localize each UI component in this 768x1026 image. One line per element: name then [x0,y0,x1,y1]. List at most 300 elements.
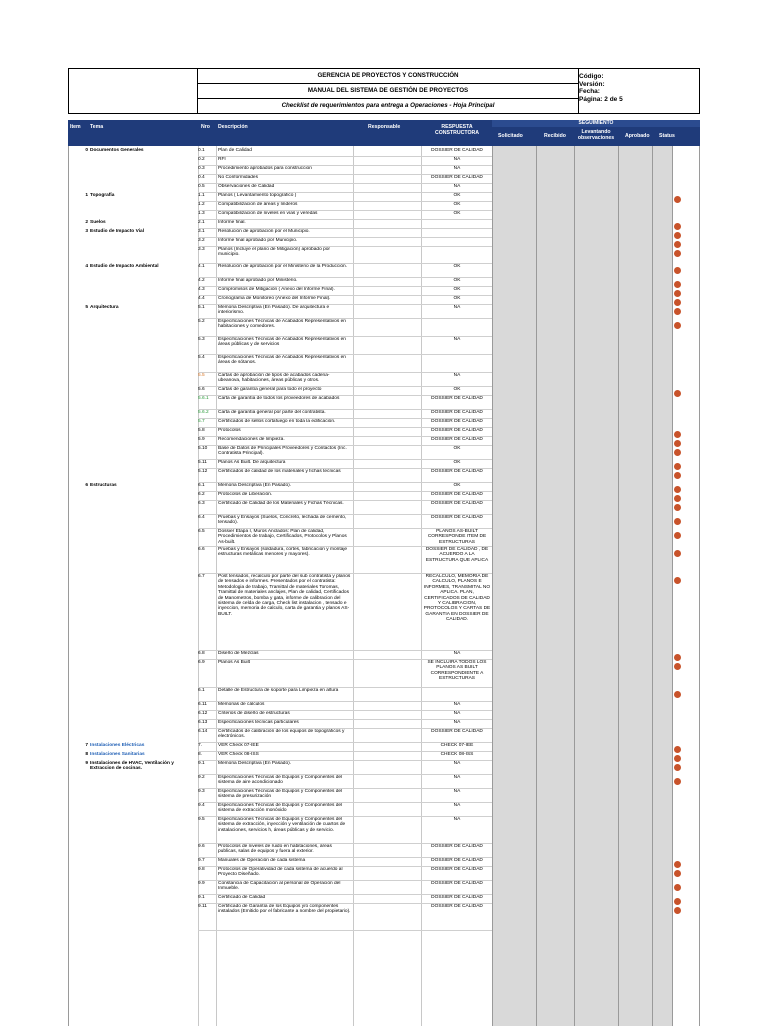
row-divider [198,894,492,895]
row-divider [198,760,492,761]
status-dot [674,322,681,329]
row-divider [198,514,492,515]
row-item-number: 2 [85,220,88,225]
row-nro: 6.8 [198,651,205,656]
row-respuesta: OK [453,483,461,488]
col-status: Status [659,133,675,139]
row-divider [198,427,492,428]
row-divider [198,903,492,904]
row-description: Cartas de aprobación de tipos de acabados cadena- ubeanova, habitaciones, áreas públicas y otros. [218,373,330,384]
table-row [68,355,700,373]
row-respuesta: DOSSIER DE CALIDAD [431,729,483,734]
row-respuesta: NA [453,166,461,171]
row-divider [198,219,492,220]
row-nro: 4.2 [198,278,205,283]
document-header [68,68,700,114]
row-divider [198,491,492,492]
row-respuesta: OK [453,278,461,283]
row-divider [198,866,492,867]
row-divider [198,336,492,337]
row-divider [198,719,492,720]
row-divider [198,468,492,469]
status-dot [674,663,681,670]
row-description: Procedimiento aprobados para construccion [218,166,312,171]
row-description: Planos ( Levantamiento topografico ) [218,193,297,198]
row-nro: 0.5 [198,184,205,189]
row-description: Protocolos de Liberación. [218,492,273,497]
pagina-label: Página: 2 de 5 [579,95,623,103]
row-respuesta: NA [453,157,461,162]
row-respuesta: DOSSIER DE CALIDAD [431,396,483,401]
row-description: Especificaciones Técnicas de Equipos y Componentes del sistema de aire acondicionado [218,775,343,786]
header-title-3: Checklist de requerimientos para entrega a Operaciones - Hoja Principal [281,102,495,109]
row-divider [198,742,492,743]
row-respuesta: NA [453,373,461,378]
row-tema: Estudio de Impacto Ambiental [90,264,159,269]
table-row [68,844,700,858]
row-divider [198,372,492,373]
row-nro: 6.4 [198,515,205,520]
table-row [68,247,700,264]
table-row [68,881,700,895]
row-description: Especificaciones Técnicas de Equipos y Componentes del sistema de extracción monóxido [218,803,343,814]
row-divider [198,788,492,789]
row-respuesta: CHECK 07-IEE [440,743,474,748]
row-nro: 4.3 [198,287,205,292]
status-dot [674,250,681,257]
row-respuesta: NA [453,720,461,725]
row-description: Dossier Etapa I, Muros Anclados: Plan de calidad, Procedimientos de trabajo, Certificados, Protocolos y Planos As-built. [218,529,347,545]
row-description: Informe final aprobado por Municipio. [218,238,298,243]
row-nro: 5.9 [198,437,205,442]
table-row [68,904,700,931]
row-divider [198,857,492,858]
row-divider [198,728,492,729]
row-description: Protocolos de niveles de ruido en habitaciones, áreas publicas, salas de equipos y fuera al exterior. [218,844,332,855]
col-responsable: Responsable [368,124,401,130]
status-dot [674,691,681,698]
row-divider [198,500,492,501]
row-nro: 6.11 [198,702,207,707]
row-nro: 9.8 [198,867,205,872]
row-nro: 3.3 [198,247,205,252]
status-dot [674,518,681,525]
row-tema: Instalaciones Sanitarias [90,752,145,757]
row-respuesta: OK [453,264,461,269]
status-dot [674,472,681,479]
row-respuesta: DOSSIER DE CALIDAD [431,501,483,506]
row-description: No Conformidades [218,175,258,180]
row-description: Resolución de aprobación por el Municipio. [218,229,310,234]
row-nro: 3.1 [198,229,205,234]
row-respuesta: DOSSIER DE CALIDAD [431,419,483,424]
row-respuesta: NA [453,651,461,656]
row-nro: 1.3 [198,211,205,216]
fecha-label: Fecha: [579,88,600,95]
status-dot [674,267,681,274]
row-description: Protocolos [218,428,241,433]
row-divider [198,816,492,817]
row-nro: 9.1 [198,895,205,900]
row-nro: 9.1 [198,761,205,766]
row-nro: 5.1 [198,305,205,310]
row-item-number: 8 [85,752,88,757]
row-divider [198,650,492,651]
row-nro: 5.6.2 [198,410,209,415]
row-nro: 6.1 [198,688,205,693]
row-description: Observaciones de Calidad [218,184,275,189]
row-nro: 5.10 [198,446,208,451]
table-row [68,660,700,688]
row-divider [198,409,492,410]
row-respuesta: NA [453,711,461,716]
row-description: Memoria Descriptiva (En Pasado). [218,483,292,488]
row-nro: 5.6.1 [198,396,209,401]
row-description: Especificaciones técnicas particulares [218,720,299,725]
row-nro: 4.1 [198,264,205,269]
row-respuesta: OK [453,446,461,451]
row-nro: 0.1 [198,148,205,153]
row-item-number: 1 [85,193,88,198]
table-row [68,529,700,547]
row-item-number: 4 [85,264,88,269]
row-tema: Topografía [90,193,115,198]
status-dot [674,884,681,891]
row-description: Planos As Built [218,660,250,665]
table-row [68,469,700,483]
status-dot [674,870,681,877]
row-divider [198,318,492,319]
row-description: VER Check 08-ISS [218,752,259,757]
row-description: Protocolos de Operatividad de cada sistema de acuerdo al Proyecto Diseñado. [218,867,343,878]
header-title-2: MANUAL DEL SISTEMA DE GESTIÓN DE PROYECTOS [198,84,578,99]
row-description: Cartas de garantía general para todo el proyecto [218,387,322,392]
row-nro: 0.4 [198,175,205,180]
row-nro: 5.4 [198,355,205,360]
row-divider [198,843,492,844]
row-nro: 9.5 [198,817,205,822]
row-divider [198,930,492,931]
table-row [68,789,700,803]
row-nro: 9.7 [198,858,205,863]
row-divider [198,659,492,660]
row-nro: 6.2 [198,492,205,497]
row-divider [198,286,492,287]
row-tema: Documentos Generales [90,148,144,153]
row-respuesta: DOSSIER DE CALIDAD [431,492,483,497]
col-respuesta: RESPUESTA CONSTRUCTORA [435,124,479,136]
row-description: Informe final. [218,220,246,225]
table-row [68,867,700,881]
row-divider [198,395,492,396]
row-nro: 9.9 [198,881,205,886]
table-row [68,803,700,817]
row-item-number: 9 [85,761,88,766]
row-divider [198,774,492,775]
row-description: Informe final aprobado por Ministerio. [218,278,298,283]
row-description: Memoria Descriptiva (En Pasado). De arquitectura e interiorismo. [218,305,330,316]
row-divider [198,277,492,278]
row-divider [198,445,492,446]
row-respuesta: OK [453,193,461,198]
table-row [68,396,700,410]
row-tema: Instalaciones de HVAC, Ventilación y Extraccion de cocinas. [90,761,174,772]
row-respuesta: RECALCULO, MEMORIA DE CALCULO, PLANOS E INFORMES, TRANSMITAL NO APLICA. PLAN, CERTIFICADOS DE CALIDAD Y CALIBRACION, PROTOCOLOS Y CARTAS DE GARANTIA EN DOSSIER DE CALIDAD. [423,574,491,623]
row-respuesta: DOSSIER DE CALIDAD [431,867,483,872]
row-description: Certificados de calibración de los equipos de topográficos y electrónicos. [218,729,345,740]
row-description: Compatibilizacion de niveles en vías y veredas [218,211,318,216]
row-description: Especificaciones Técnicas de Equipos y Componentes del sistema de extracción, inyección y ventilación de cuartos de instalaciones, servicios h, áreas públicas y de servicio. [218,817,346,833]
header-meta [579,73,623,103]
row-description: Compatibilizacion de áreas y linderos [218,202,298,207]
row-description: Certificados de sellos cortafuego en toda la edificación. [218,419,336,424]
status-dot [674,449,681,456]
row-respuesta: DOSSIER DE CALIDAD [431,437,483,442]
row-nro: 9.11 [198,904,207,909]
row-divider [198,156,492,157]
row-nro: 4.4 [198,296,205,301]
row-nro: 1.2 [198,202,205,207]
status-dot [674,778,681,785]
row-respuesta: NA [453,803,461,808]
row-respuesta: DOSSIER DE CALIDAD [431,858,483,863]
row-divider [198,263,492,264]
row-nro: 6.1 [198,483,205,488]
row-divider [198,751,492,752]
row-description: Diseño de Mezclas [218,651,259,656]
row-respuesta: NA [453,184,461,189]
row-tema: Estudio de Impacto Vial [90,229,145,234]
codigo-label: Código: [579,73,604,80]
row-respuesta: DOSSIER DE CALIDAD [431,428,483,433]
table-row [68,729,700,743]
row-respuesta: DOSSIER DE CALIDAD [431,410,483,415]
row-description: Especificaciones Técnicas de Equipos y Componentes del sistema de presurización [218,789,343,800]
row-description: Certificado de Calidad de los Materiales y Fichas Técnicas. [218,501,344,506]
row-respuesta: OK [453,460,461,465]
row-description: Manuales de Operación de cada sistema [218,858,306,863]
row-nro: 6.9 [198,660,205,665]
row-divider [198,228,492,229]
row-respuesta: DOSSIER DE CALIDAD , DE ACUERDO A LA ESTRUCTURA QUE APLICA [425,547,489,563]
row-nro: 9.2 [198,775,205,780]
table-row [68,688,700,702]
row-divider [198,687,492,688]
status-dot [674,532,681,539]
col-aprobado: Aprobado [625,133,650,139]
row-nro: 5.7 [198,419,205,424]
col-solicitado: Solicitado [498,133,523,139]
row-divider [198,386,492,387]
row-divider [198,880,492,881]
row-divider [198,183,492,184]
row-item-number: 0 [85,148,88,153]
row-item-number: 5 [85,305,88,310]
row-respuesta: OK [453,387,461,392]
row-description: Compromisos de Mitigación ( Anexo del Informe Final). [218,287,335,292]
row-divider [198,701,492,702]
col-nro: Nro [201,124,210,130]
row-respuesta: SE INCLUIRA TODOS LOS PLANOS AS BUILT CORRESPONDIENTE A ESTRUCTURAS [427,660,487,682]
col-item: Item [70,124,81,130]
col-descripcion: Descripción [218,124,248,130]
row-description: Certificado de Garantía de los Equipos y/o componentes instalados (Emitido por el fabricante a nombre del propietario). [218,904,351,915]
row-respuesta: DOSSIER DE CALIDAD [431,895,483,900]
row-tema: Arquitectura [90,305,119,310]
row-tema: Instalaciones Eléctricas [90,743,145,748]
row-respuesta: DOSSIER DE CALIDAD [431,469,483,474]
version-label: Versión: [579,80,605,88]
row-nro: 5.5 [198,373,205,378]
row-description: Memorias de cálculos [218,702,265,707]
row-description: Detalle de Estructura de soporte para Limpieza en altura [218,688,339,693]
table-row [68,319,700,337]
row-description: Base de Datos de Principales Proveedores y Contactos (Inc. Contratista Principal). [218,446,347,457]
row-respuesta: NA [453,305,461,310]
col-tema: Tema [90,124,104,130]
row-nro: 5.6 [198,387,205,392]
row-nro: 2.1 [198,220,205,225]
row-respuesta: DOSSIER DE CALIDAD [431,175,483,180]
seguimiento-label: SEGUIMIENTO [492,120,700,127]
row-divider [198,237,492,238]
row-respuesta: NA [453,789,461,794]
row-description: Carta de garantía general por parte del contratista. [218,410,326,415]
row-description: Resolución de aprobación por el Ministerio de la Producción. [218,264,348,269]
status-dot [674,308,681,315]
row-divider [198,246,492,247]
row-divider [198,354,492,355]
row-nro: 9.4 [198,803,205,808]
row-item-number: 7 [85,743,88,748]
row-nro: 9.3 [198,789,205,794]
row-item-number: 6 [85,483,88,488]
row-respuesta: CHECK 08-ISS [440,752,474,757]
row-description: Memoria Descriptiva (En Pasado). [218,761,292,766]
row-description: Recomendaciones de limpieza. [218,437,285,442]
row-description: VER Check 07-IEE [218,743,259,748]
row-respuesta: NA [453,761,461,766]
row-nro: 7. [198,743,203,748]
row-respuesta: NA [453,702,461,707]
row-nro: 6.5 [198,529,205,534]
col-recibido: Recibido [544,133,566,139]
row-tema: Suelos [90,220,106,225]
row-nro: 0.2 [198,157,205,162]
row-divider [198,165,492,166]
row-nro: 6.7 [198,574,205,579]
row-nro: 6.13 [198,720,208,725]
table-row [68,264,700,278]
row-description: Post tensados, recalculo por parte del sub contratista y planos de tensados e informes. Presentados por el contratista: Metodologia de trabajo, Tramittal de materiales Toromas, Tramittal de materiales anclajes, Plan de calidad, Certificados de Manometros, bomba y gata, informe de calibracion del sistema de celda de carga, Check list instalacion , tensado e inyeccion, memoria de calculo, carta de garantia y planos AS-BUILT. [218,574,351,617]
row-description: Pruebas y Ensayos (soldadura, cortes, fabricacion y montaje estructuras metálicas menores y mayores). [218,547,348,558]
row-respuesta: DOSSIER DE CALIDAD [431,881,483,886]
row-divider [198,201,492,202]
row-respuesta: NA [453,775,461,780]
row-respuesta: OK [453,296,461,301]
table-row [68,305,700,319]
row-description: Especificaciones Técnicas de Acabados Representativos en áreas de sótanos. [218,355,346,366]
row-nro: 5.8 [198,428,205,433]
table-row [68,515,700,529]
row-respuesta: DOSSIER DE CALIDAD [431,515,483,520]
row-divider [198,418,492,419]
row-respuesta: NA [453,337,461,342]
row-divider [198,295,492,296]
row-description: Plan de Calidad [218,148,252,153]
row-nro: 5.12 [198,469,208,474]
row-respuesta: DOSSIER DE CALIDAD [431,844,483,849]
row-item-number: 3 [85,229,88,234]
row-respuesta: DOSSIER DE CALIDAD [431,904,483,909]
row-description: RFI [218,157,226,162]
row-divider [198,573,492,574]
row-divider [198,710,492,711]
table-row [68,337,700,355]
row-respuesta: DOSSIER DE CALIDAD [431,148,483,153]
row-description: Certificado de Calidad [218,895,266,900]
row-description: Especificaciones Técnicas de Acabados Representativos en áreas públicas y de servicios [218,337,346,348]
status-dot [674,577,681,584]
table-row [68,373,700,387]
row-divider [198,482,492,483]
row-divider [198,304,492,305]
row-description: Planos (Incluye el plano de Mitigación) aprobado por municipio. [218,247,330,258]
row-divider [198,528,492,529]
status-dot [674,504,681,511]
row-respuesta: OK [453,202,461,207]
header-titles [197,69,579,113]
row-nro: 8. [198,752,203,757]
row-nro: 0.3 [198,166,205,171]
col-levantando: Levantando observaciones [577,129,615,141]
row-divider [198,459,492,460]
status-dot [674,907,681,914]
status-dot [674,764,681,771]
row-respuesta: OK [453,211,461,216]
row-divider [198,802,492,803]
row-divider [198,174,492,175]
row-nro: 6.6 [198,547,205,552]
row-divider [198,192,492,193]
row-respuesta: PLANOS AS-BUILT CORRESPONDE ITEM DE ESTRUCTURAS [427,529,487,545]
table-row [68,817,700,844]
table-row [68,547,700,574]
row-description: Constancia de Capacitación al personal de Operación del Inmueble. [218,881,341,892]
row-divider [198,546,492,547]
table-row [68,501,700,515]
table-row [68,446,700,460]
row-tema: Estructuras [90,483,117,488]
row-description: Carta de garantía de todos los proveedores de acabados [218,396,340,401]
status-dot [674,550,681,557]
row-description: Especificaciones Técnicas de Acabados Representativos en habitaciones y comedores. [218,319,346,330]
row-description: Certificados de calidad de los materiales y fichas tecnicas [218,469,341,474]
row-nro: 3.2 [198,238,205,243]
row-nro: 1.1 [198,193,205,198]
row-description: Pruebas y Ensayos (Suelos, Concreto, lechada de cemento, tensado). [218,515,347,526]
row-description: Cronograma de Monitoreo (Anexo del Informe Final). [218,296,331,301]
row-respuesta: NA [453,817,461,822]
row-respuesta: OK [453,287,461,292]
row-description: Criterios de diseño de estructuras [218,711,290,716]
table-row [68,761,700,775]
row-nro: 9.6 [198,844,205,849]
row-nro: 5.11 [198,460,207,465]
row-divider [198,210,492,211]
row-nro: 6.3 [198,501,205,506]
table-row [68,574,700,651]
